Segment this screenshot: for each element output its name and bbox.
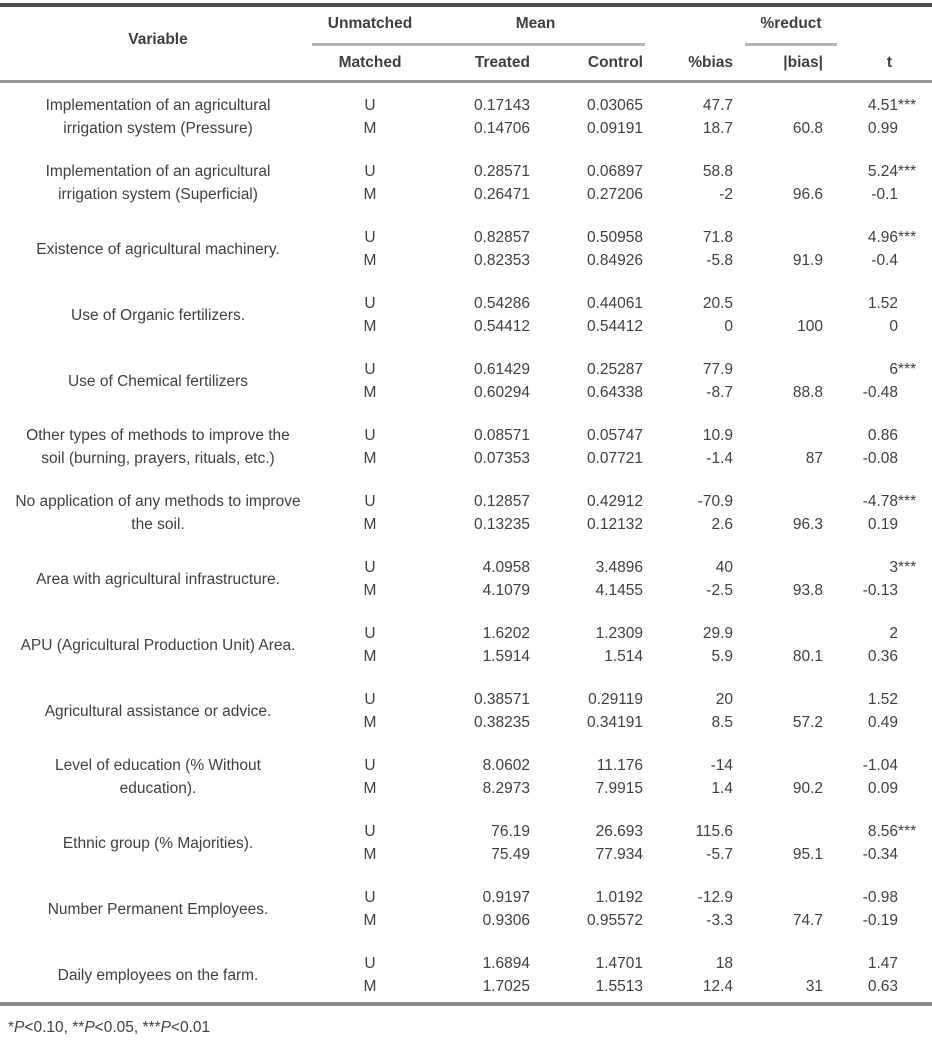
t-value: 0.36	[867, 648, 898, 665]
pct-reduct-bias-value	[737, 688, 827, 711]
pct-reduct-bias-value	[737, 556, 827, 579]
t-statistic	[827, 952, 932, 975]
sample-indicator-matched: M	[363, 186, 377, 203]
pct-bias-value: 18	[715, 955, 733, 972]
column-header-variable: Variable	[128, 31, 188, 48]
sample-indicator-unmatched: U	[364, 559, 376, 576]
pct-reduct-bias-value	[737, 226, 827, 249]
variable-label: Agricultural assistance or advice.	[44, 702, 272, 720]
p-symbol: P	[160, 1019, 171, 1036]
control-mean: 1.2309	[595, 625, 643, 642]
t-value: 1.52	[867, 691, 898, 708]
treated-mean: 76.19	[491, 823, 530, 840]
sample-indicator-unmatched: U	[364, 229, 376, 246]
t-value: 0.49	[867, 714, 898, 731]
sample-indicator-matched: M	[363, 318, 377, 335]
sample-indicator-matched: M	[363, 648, 377, 665]
control-mean: 0.09191	[586, 120, 643, 137]
t-value: 0.19	[867, 516, 898, 533]
table-row	[0, 160, 932, 206]
stars: ***	[142, 1019, 161, 1036]
pct-reduct-bias-value: 91.9	[792, 252, 823, 269]
variable-label: Number Permanent Employees.	[47, 900, 269, 918]
treated-mean: 1.6202	[482, 625, 530, 642]
t-value: 0.63	[867, 978, 898, 995]
table-header	[0, 0, 932, 85]
significance-level	[8, 1019, 72, 1036]
control-mean: 0.05747	[586, 427, 643, 444]
treated-mean: 8.0602	[482, 757, 530, 774]
pct-reduct-bias-value	[737, 622, 827, 645]
pct-bias-value: 2.6	[711, 516, 733, 533]
t-value: -0.19	[862, 912, 898, 929]
variable-label: Other types of methods to improve the soil (burning, prayers, rituals, etc.)	[26, 427, 290, 467]
table-row	[0, 886, 932, 932]
pct-reduct-bias-value: 60.8	[792, 120, 823, 137]
sample-indicator-matched: M	[363, 780, 377, 797]
sample-indicator-unmatched: U	[364, 427, 376, 444]
control-mean: 0.42912	[586, 493, 643, 510]
table-row	[0, 292, 932, 338]
p-threshold: <0.10,	[24, 1019, 73, 1036]
treated-mean: 0.54286	[473, 295, 530, 312]
t-value: -0.4	[871, 252, 898, 269]
t-value: 6	[889, 361, 898, 378]
control-mean: 0.44061	[586, 295, 643, 312]
pct-reduct-bias-value: 87	[805, 450, 823, 467]
treated-mean: 1.5914	[482, 648, 530, 665]
control-mean: 0.29119	[588, 691, 643, 708]
t-value: 3	[889, 559, 898, 576]
control-mean: 1.5513	[595, 978, 643, 995]
p-threshold: <0.05,	[94, 1019, 143, 1036]
pct-bias-value: 58.8	[702, 163, 733, 180]
variable-label: Implementation of an agricultural irrigation system (Pressure)	[45, 97, 271, 137]
t-value: 4.51	[867, 97, 898, 114]
t-value: -0.08	[862, 450, 898, 467]
t-statistic: 4.51***	[867, 97, 917, 114]
control-mean: 0.64338	[586, 384, 643, 401]
pct-reduct-bias-value: 90.2	[792, 780, 823, 797]
pct-bias-value: 77.9	[702, 361, 733, 378]
pct-reduct-bias-value	[737, 358, 827, 381]
variable-label: Level of education (% Without education).	[55, 757, 261, 797]
sample-indicator-unmatched: U	[364, 163, 376, 180]
sample-indicator-matched: M	[363, 846, 377, 863]
table-row	[0, 952, 932, 998]
treated-mean: 0.13235	[473, 516, 530, 533]
treated-mean: 75.49	[491, 846, 530, 863]
t-statistic	[827, 447, 932, 470]
treated-mean: 0.82857	[473, 229, 530, 246]
sample-indicator-matched: M	[363, 714, 377, 731]
t-statistic	[827, 909, 932, 932]
column-header-pct-bias: %bias	[688, 54, 733, 71]
variable-label: Area with agricultural infrastructure.	[36, 570, 280, 588]
pct-reduct-bias-value	[737, 160, 827, 183]
treated-mean: 8.2973	[482, 780, 530, 797]
t-value: -1.04	[862, 757, 898, 774]
control-mean: 0.07721	[586, 450, 643, 467]
t-value: 8.56	[867, 823, 898, 840]
pct-bias-value: -14	[710, 757, 733, 774]
table-row	[0, 556, 932, 602]
treated-mean: 1.7025	[482, 978, 530, 995]
stars: *	[8, 1019, 15, 1036]
sample-indicator-matched: M	[363, 912, 377, 929]
pct-bias-value: 20	[715, 691, 733, 708]
table-row	[0, 622, 932, 668]
pct-bias-value: 71.8	[702, 229, 733, 246]
pct-bias-value: -1.4	[706, 450, 733, 467]
pct-reduct-bias-value	[737, 952, 827, 975]
pct-bias-value: 1.4	[711, 780, 733, 797]
pct-reduct-bias-value: 96.6	[792, 186, 823, 203]
pct-bias-value: -2.5	[706, 582, 733, 599]
p-symbol: P	[84, 1019, 95, 1036]
table-row	[0, 94, 932, 140]
t-statistic	[827, 249, 932, 272]
column-header-treated: Treated	[474, 54, 530, 71]
pct-bias-value: 20.5	[702, 295, 733, 312]
pct-bias-value: 40	[715, 559, 733, 576]
significance-footnote	[0, 1019, 932, 1037]
pct-reduct-bias-value	[737, 490, 827, 513]
sample-indicator-unmatched: U	[364, 625, 376, 642]
table-row	[0, 754, 932, 800]
pct-bias-value: -12.9	[697, 889, 733, 906]
sample-indicator-matched: M	[363, 120, 377, 137]
control-mean: 0.03065	[586, 97, 643, 114]
treated-mean: 0.17143	[473, 97, 530, 114]
variable-label: Existence of agricultural machinery.	[36, 240, 280, 258]
control-mean: 0.06897	[586, 163, 643, 180]
sample-indicator-unmatched: U	[364, 823, 376, 840]
t-statistic	[827, 315, 932, 338]
stars: **	[72, 1019, 85, 1036]
column-group-header-mean: Mean	[515, 15, 556, 32]
control-mean: 77.934	[595, 846, 643, 863]
t-statistic: 8.56***	[867, 823, 917, 840]
control-mean: 4.1455	[595, 582, 643, 599]
t-statistic	[827, 579, 932, 602]
t-statistic: -4.78***	[862, 493, 917, 510]
treated-mean: 0.82353	[473, 252, 530, 269]
significance-level	[143, 1019, 211, 1036]
pct-bias-value: 29.9	[702, 625, 733, 642]
control-mean: 0.95572	[586, 912, 643, 929]
control-mean: 0.25287	[586, 361, 643, 378]
p-symbol: P	[14, 1019, 25, 1036]
treated-mean: 0.9306	[482, 912, 530, 929]
control-mean: 0.12132	[586, 516, 643, 533]
pct-bias-value: 0	[724, 318, 733, 335]
column-header-unmatched: Unmatched	[327, 15, 413, 32]
treated-mean: 4.1079	[482, 582, 530, 599]
pct-bias-value: -70.9	[697, 493, 733, 510]
pct-reduct-bias-value: 96.3	[792, 516, 823, 533]
pct-reduct-bias-value	[737, 94, 827, 117]
treated-mean: 4.0958	[482, 559, 530, 576]
treated-mean: 0.12857	[473, 493, 530, 510]
t-value: 2	[889, 625, 898, 642]
treated-mean: 0.38571	[473, 691, 530, 708]
table-row	[0, 820, 932, 866]
t-value: 0.86	[867, 427, 898, 444]
table-row	[0, 226, 932, 272]
treated-mean: 0.07353	[473, 450, 530, 467]
pct-bias-value: -3.3	[706, 912, 733, 929]
sample-indicator-unmatched: U	[364, 97, 376, 114]
sample-indicator-matched: M	[363, 252, 377, 269]
treated-mean: 1.6894	[482, 955, 530, 972]
treated-mean: 0.9197	[482, 889, 530, 906]
t-value: -0.1	[871, 186, 898, 203]
variable-label: Daily employees on the farm.	[57, 966, 259, 984]
sample-indicator-unmatched: U	[364, 691, 376, 708]
control-mean: 0.84926	[586, 252, 643, 269]
t-value: 4.96	[867, 229, 898, 246]
pct-reduct-bias-value	[737, 424, 827, 447]
t-value: -0.13	[862, 582, 898, 599]
sample-indicator-matched: M	[363, 384, 377, 401]
t-statistic: 6***	[889, 361, 917, 378]
control-mean: 3.4896	[595, 559, 643, 576]
sample-indicator-matched: M	[363, 582, 377, 599]
treated-mean: 0.08571	[473, 427, 530, 444]
pct-reduct-bias-value: 80.1	[792, 648, 823, 665]
pct-reduct-bias-value	[737, 754, 827, 777]
variable-label: No application of any methods to improve the soil.	[15, 493, 301, 533]
pct-reduct-bias-value	[737, 292, 827, 315]
t-value: 0.99	[867, 120, 898, 137]
variable-label: APU (Agricultural Production Unit) Area.	[20, 636, 296, 654]
mean-group-rule	[312, 43, 645, 46]
sample-indicator-unmatched: U	[364, 757, 376, 774]
pct-bias-value: -8.7	[706, 384, 733, 401]
table-row	[0, 490, 932, 536]
t-value: 0	[889, 318, 898, 335]
pct-bias-value: 10.9	[702, 427, 733, 444]
control-mean: 1.514	[604, 648, 643, 665]
control-mean: 26.693	[595, 823, 643, 840]
t-value: 1.52	[867, 295, 898, 312]
table-bottom-rule	[0, 1002, 932, 1006]
pct-bias-value: -2	[719, 186, 733, 203]
t-statistic	[827, 754, 932, 777]
sample-indicator-unmatched: U	[364, 889, 376, 906]
control-mean: 0.27206	[586, 186, 643, 203]
pct-bias-value: 18.7	[702, 120, 733, 137]
variable-label: Use of Chemical fertilizers	[67, 372, 249, 390]
column-header-abs-bias: |bias|	[783, 54, 823, 71]
t-value: -0.98	[862, 889, 898, 906]
t-statistic	[827, 424, 932, 447]
pct-reduct-bias-value	[737, 886, 827, 909]
pct-bias-value: 115.6	[695, 823, 733, 840]
reduct-group-rule	[745, 43, 837, 46]
table-row	[0, 424, 932, 470]
pct-bias-value: 5.9	[711, 648, 733, 665]
variable-label: Implementation of an agricultural irrigation system (Superficial)	[45, 163, 271, 203]
t-statistic	[827, 513, 932, 536]
t-statistic	[827, 711, 932, 734]
column-header-matched: Matched	[338, 54, 402, 71]
treated-mean: 0.60294	[473, 384, 530, 401]
t-statistic	[827, 688, 932, 711]
t-statistic: 4.96***	[867, 229, 917, 246]
table-row	[0, 688, 932, 734]
column-header-control: Control	[587, 54, 643, 71]
pct-bias-value: 47.7	[702, 97, 733, 114]
pct-bias-value: -5.7	[706, 846, 733, 863]
column-group-header-pct-reduct: %reduct	[760, 15, 822, 32]
sample-indicator-unmatched: U	[364, 955, 376, 972]
pct-reduct-bias-value	[737, 820, 827, 843]
pct-reduct-bias-value: 100	[797, 318, 823, 335]
t-statistic	[827, 777, 932, 800]
sample-indicator-unmatched: U	[364, 361, 376, 378]
header-bottom-rule	[0, 80, 932, 83]
t-statistic: 5.24***	[867, 163, 917, 180]
control-mean: 1.0192	[595, 889, 643, 906]
column-header-t: t	[886, 54, 892, 71]
treated-mean: 0.38235	[473, 714, 530, 731]
t-value: 1.47	[867, 955, 898, 972]
p-threshold: <0.01	[170, 1019, 211, 1036]
t-statistic: 3***	[889, 559, 917, 576]
pct-bias-value: 8.5	[711, 714, 733, 731]
t-value: -0.34	[862, 846, 898, 863]
t-value: 5.24	[867, 163, 898, 180]
t-value: -0.48	[862, 384, 898, 401]
control-mean: 7.9915	[595, 780, 643, 797]
treated-mean: 0.54412	[473, 318, 530, 335]
pct-bias-value: -5.8	[706, 252, 733, 269]
control-mean: 11.176	[596, 757, 643, 774]
treated-mean: 0.26471	[473, 186, 530, 203]
t-statistic	[827, 622, 932, 645]
treated-mean: 0.14706	[473, 120, 530, 137]
t-statistic	[827, 645, 932, 668]
treated-mean: 0.28571	[473, 163, 530, 180]
pct-reduct-bias-value: 57.2	[792, 714, 823, 731]
sample-indicator-matched: M	[363, 978, 377, 995]
t-value: -4.78	[862, 493, 898, 510]
sample-indicator-unmatched: U	[364, 295, 376, 312]
sample-indicator-matched: M	[363, 450, 377, 467]
pct-reduct-bias-value: 31	[805, 978, 823, 995]
t-value: 0.09	[867, 780, 898, 797]
control-mean: 0.54412	[586, 318, 643, 335]
control-mean: 0.50958	[586, 229, 643, 246]
variable-label: Ethnic group (% Majorities).	[62, 834, 254, 852]
t-statistic	[827, 843, 932, 866]
pct-reduct-bias-value: 93.8	[792, 582, 823, 599]
pct-reduct-bias-value: 74.7	[792, 912, 823, 929]
table-row	[0, 358, 932, 404]
t-statistic	[827, 975, 932, 998]
control-mean: 1.4701	[595, 955, 643, 972]
pct-reduct-bias-value: 88.8	[792, 384, 823, 401]
table-body	[0, 85, 932, 998]
pct-reduct-bias-value: 95.1	[792, 846, 823, 863]
pct-bias-value: 12.4	[702, 978, 733, 995]
significance-level	[72, 1019, 142, 1036]
variable-label: Use of Organic fertilizers.	[71, 306, 245, 324]
t-statistic	[827, 292, 932, 315]
sample-indicator-matched: M	[363, 516, 377, 533]
t-statistic	[827, 886, 932, 909]
sample-indicator-unmatched: U	[364, 493, 376, 510]
treated-mean: 0.61429	[473, 361, 530, 378]
t-statistic	[827, 117, 932, 140]
control-mean: 0.34191	[586, 714, 643, 731]
t-statistic	[827, 183, 932, 206]
t-statistic	[827, 381, 932, 404]
